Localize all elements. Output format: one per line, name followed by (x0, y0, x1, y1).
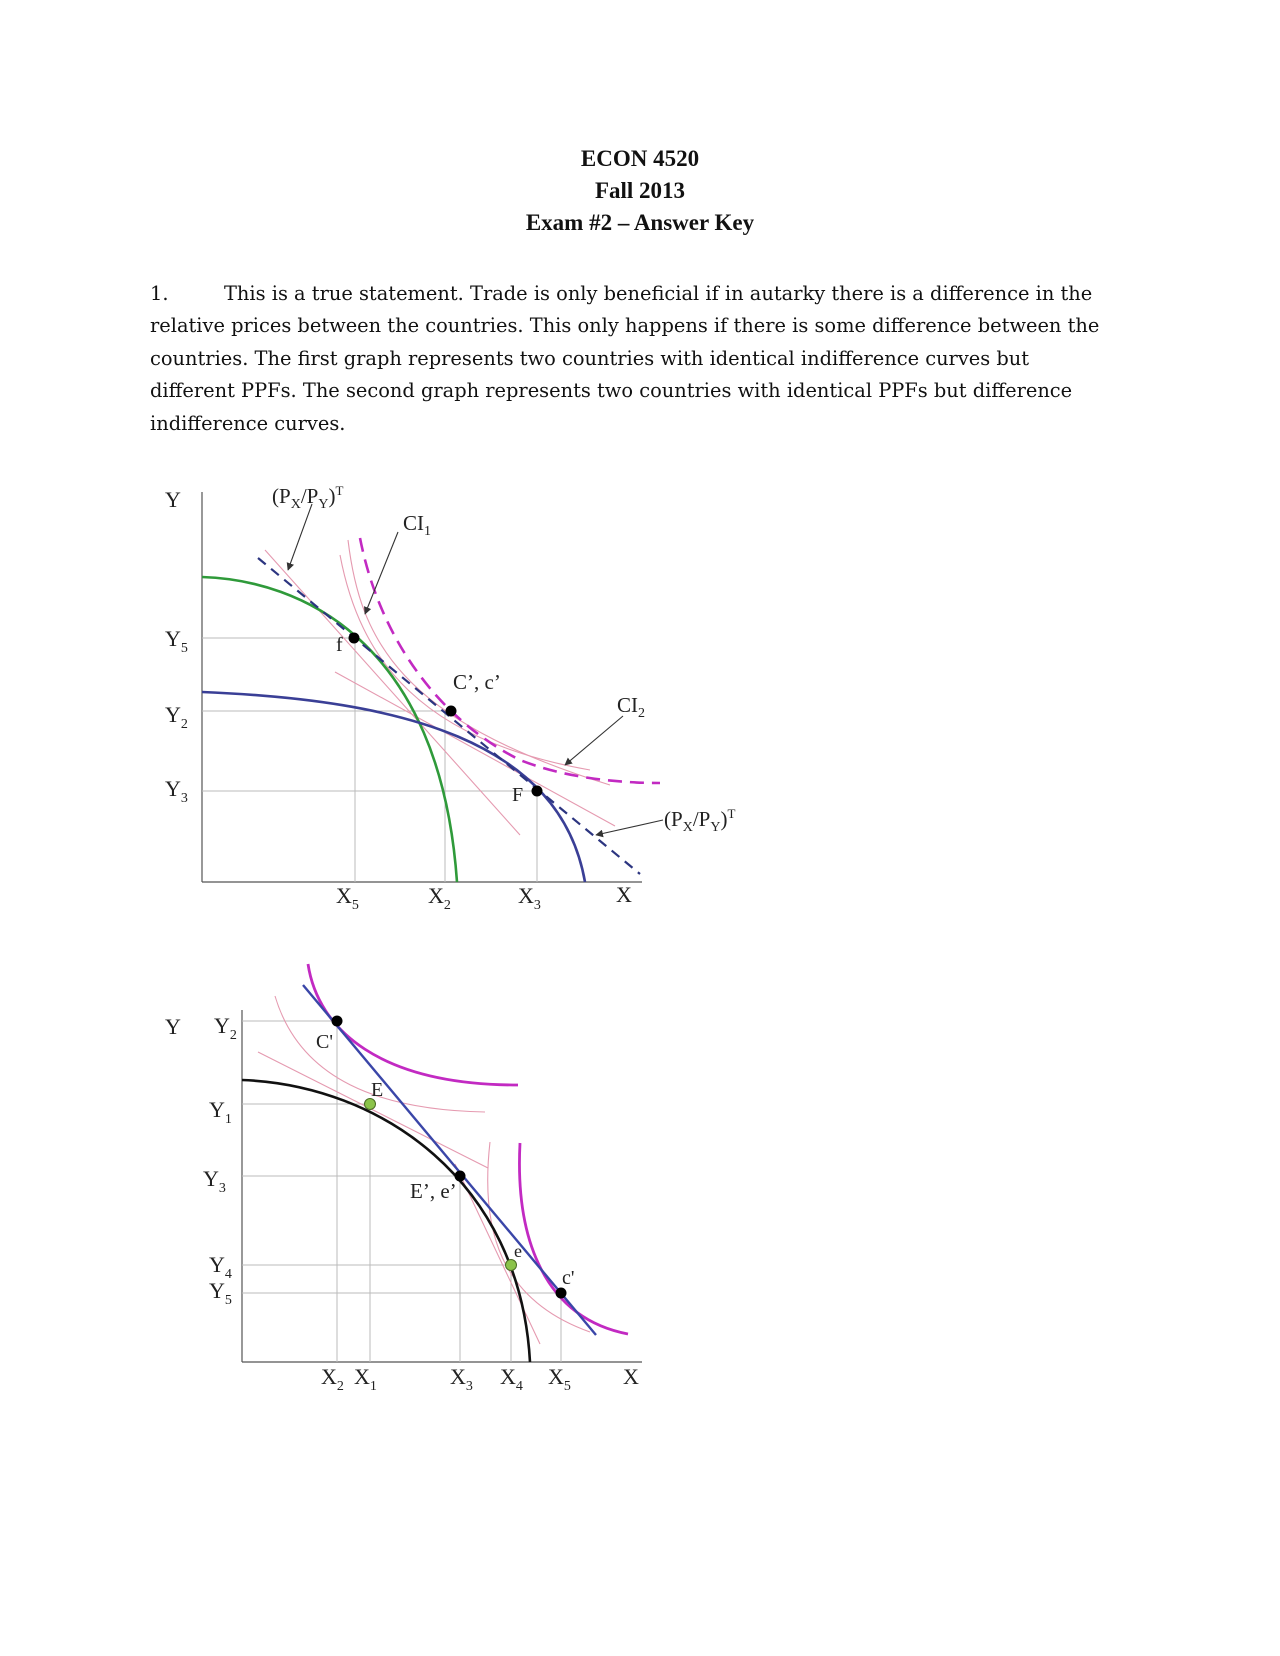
g1-y3-label: $Y_3$ (165, 776, 188, 806)
g2-x-axis-label: X (623, 1364, 639, 1389)
g2-y1-label: $Y_1$ (209, 1097, 232, 1127)
answer-text: This is a true statement. Trade is only beneficial if in autarky there is a difference in the relative prices between the countries. This only happens if there is some difference between the countries. The first graph represents two countries with identical indifference curves but different PPFs. The second graph represents two countries with identical PPFs but difference indifference curves. (150, 282, 1100, 435)
g2-guides (242, 1021, 561, 1362)
g2-point-e-label: e (514, 1241, 522, 1261)
g1-point-f-label: f (336, 634, 343, 656)
g2-point-C (332, 1016, 343, 1027)
g2-x1-label: $X_1$ (354, 1364, 377, 1394)
g1-point-c-label: C’, c’ (453, 670, 501, 694)
graph-2 (0, 920, 1280, 1420)
g1-y-axis-label: Y (165, 487, 181, 512)
g2-thin-lines (258, 996, 590, 1344)
g1-y2-label: $Y_2$ (165, 702, 188, 732)
g2-point-C-label: C' (316, 1031, 333, 1053)
g2-x2-label: $X_2$ (321, 1364, 344, 1394)
g1-point-c (446, 706, 457, 717)
g1-point-f (349, 633, 360, 644)
g1-x2-label: $X_2$ (428, 883, 451, 913)
g1-price-arrow-right (596, 820, 663, 835)
g2-point-E-label: E (371, 1079, 384, 1101)
g2-point-e (506, 1260, 517, 1271)
g1-x3-label: $X_3$ (518, 883, 541, 913)
g2-y2-label: $Y_2$ (214, 1013, 237, 1043)
g2-y5-label: $Y_5$ (209, 1278, 232, 1308)
g1-ci1-label: $CI_1$ (403, 511, 431, 539)
exam-title: Exam #2 – Answer Key (525, 210, 755, 235)
course-title: ECON 4520 (580, 146, 700, 171)
g1-ci-curve (360, 538, 660, 783)
g1-ppf-blue (202, 692, 585, 882)
g1-price-label-top: $(P_X/P_Y)^T$ (272, 483, 344, 512)
g2-point-Ee-label: E’, e’ (410, 1179, 457, 1203)
term-title: Fall 2013 (594, 178, 686, 203)
g1-price-arrow-top (288, 504, 312, 570)
g1-price-label-right: $(P_X/P_Y)^T$ (664, 806, 736, 835)
g1-ci1-arrow (365, 532, 398, 614)
g1-ci2-label: $CI_2$ (617, 693, 645, 721)
g2-ppf-curve (242, 1080, 530, 1362)
g1-x-axis-label: X (616, 882, 632, 907)
g1-ci2-arrow (565, 716, 623, 765)
g2-ci-lower (519, 1143, 628, 1334)
g2-x5-label: $X_5$ (548, 1364, 571, 1394)
g2-y4-label: $Y_4$ (209, 1252, 232, 1282)
g2-y3-label: $Y_3$ (203, 1166, 226, 1196)
g2-trade-line (303, 985, 596, 1335)
g2-point-c-label: c' (562, 1267, 575, 1289)
g2-point-c (556, 1288, 567, 1299)
g2-y-axis-label: Y (165, 1014, 181, 1039)
g1-x5-label: $X_5$ (336, 883, 359, 913)
answer-number: 1. (150, 282, 169, 305)
g1-point-F (532, 786, 543, 797)
g2-x3-label: $X_3$ (450, 1364, 473, 1394)
g2-x4-label: $X_4$ (500, 1364, 523, 1394)
g1-point-F-label: F (512, 784, 524, 806)
g1-y5-label: $Y_5$ (165, 626, 188, 656)
